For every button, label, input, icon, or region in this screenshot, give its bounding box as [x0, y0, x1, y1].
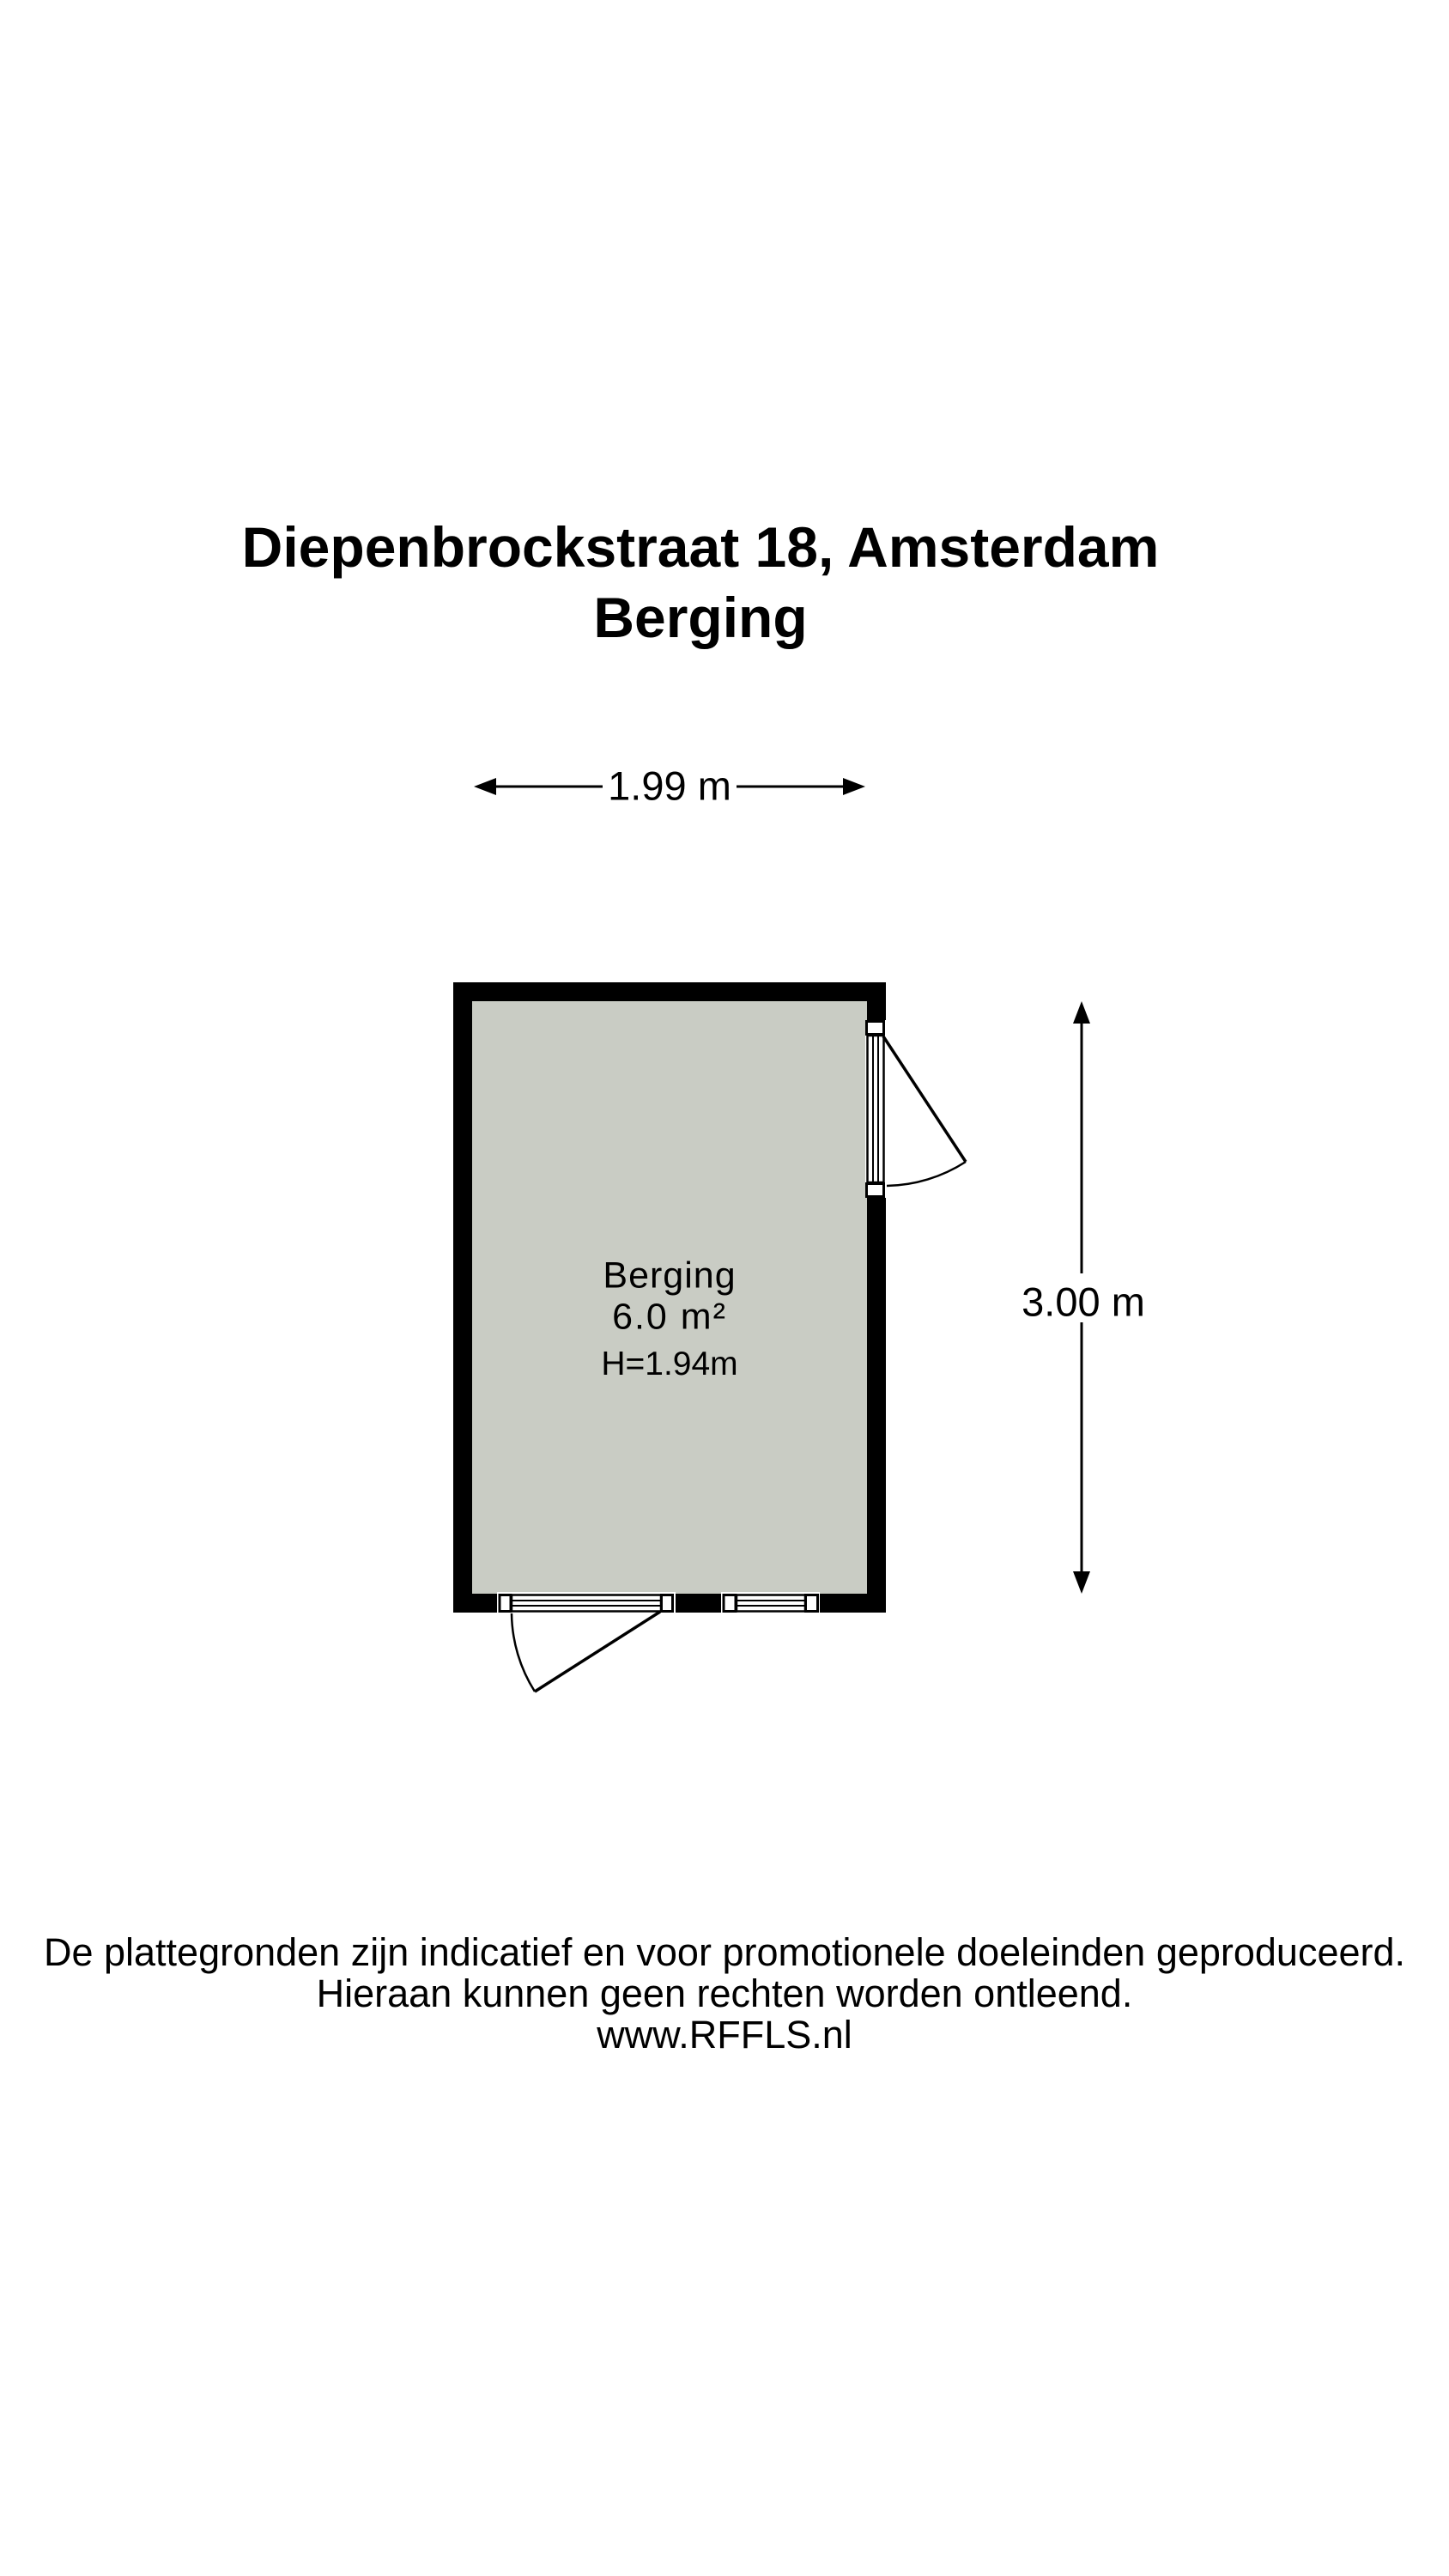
- disclaimer-line-1: De plattegronden zijn indicatief en voor promotionele doeleinden geproduceerd.: [43, 1930, 1406, 1974]
- bottom-door-panel: [512, 1595, 661, 1612]
- page-subtitle: Berging: [593, 586, 808, 649]
- room-name-label: Berging: [603, 1255, 737, 1297]
- room-ceiling-height-label: H=1.94m: [601, 1346, 738, 1382]
- right-door-panel: [868, 1036, 884, 1182]
- right-door-frame-top: [867, 1022, 884, 1035]
- width-dimension-label: 1.99 m: [608, 762, 731, 809]
- disclaimer-block: [0, 1932, 1449, 2056]
- right-door-frame-bottom: [867, 1184, 884, 1197]
- bottom-door-swing-arc: [512, 1613, 535, 1692]
- right-door-swing-arc: [887, 1162, 966, 1186]
- page-title: Diepenbrockstraat 18, Amsterdam: [241, 515, 1160, 579]
- bottom-door-frame-left: [500, 1595, 511, 1612]
- disclaimer-line-2: Hieraan kunnen geen rechten worden ontleend.: [316, 1971, 1133, 2015]
- bottom-window-frame-left: [724, 1595, 736, 1612]
- right-door-leaf: [883, 1036, 966, 1162]
- bottom-door-frame-right: [662, 1595, 673, 1612]
- room-area-label: 6.0 m²: [612, 1296, 727, 1338]
- bottom-window-panel: [737, 1595, 805, 1612]
- height-dimension-label: 3.00 m: [1022, 1279, 1145, 1325]
- bottom-window-frame-right: [806, 1595, 818, 1612]
- bottom-door-leaf: [535, 1612, 660, 1692]
- disclaimer-website: www.RFFLS.nl: [597, 2013, 852, 2057]
